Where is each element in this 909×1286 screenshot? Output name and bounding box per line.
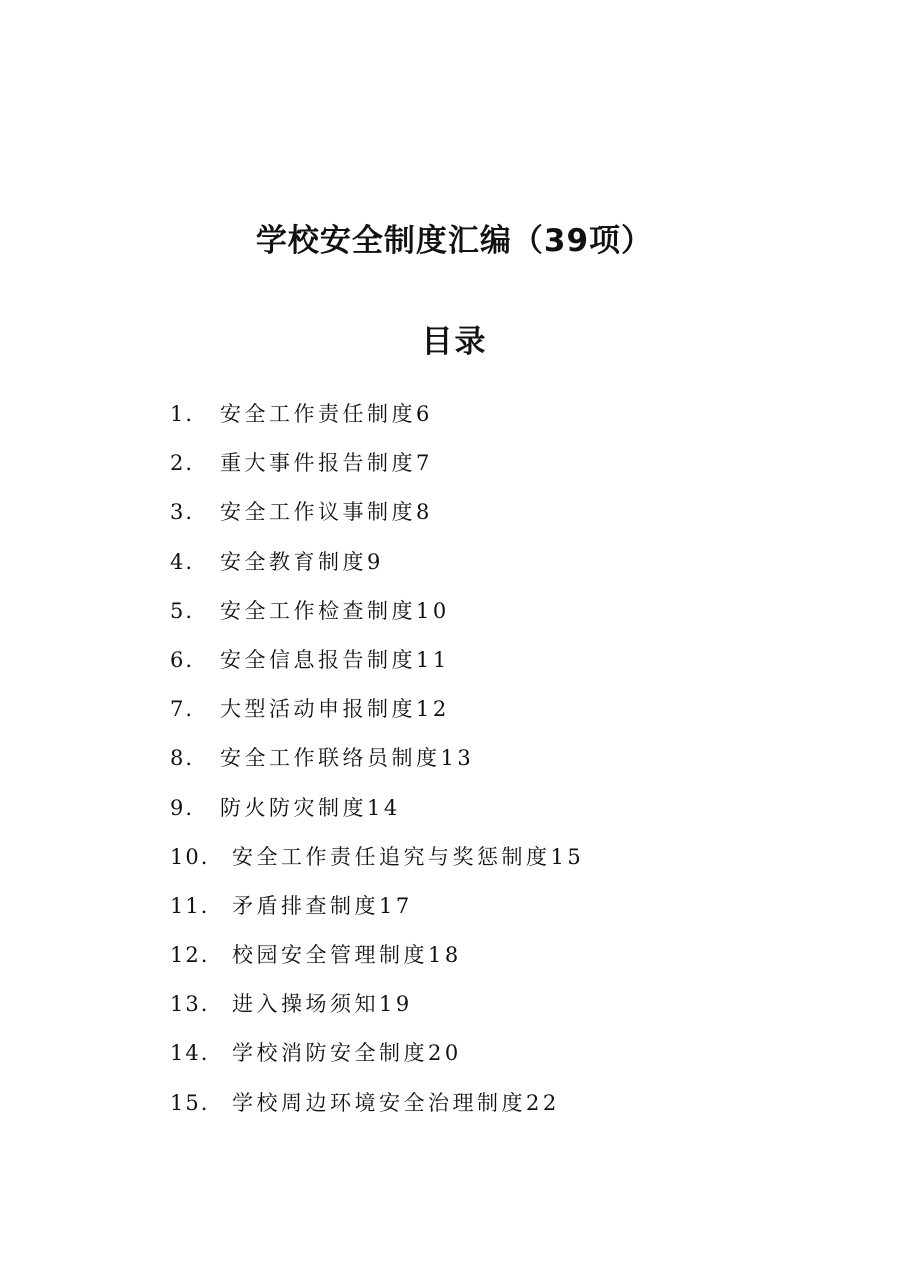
toc-entry-title: 安全工作检查制度10 xyxy=(220,598,450,623)
toc-entry-number: 11. xyxy=(170,893,210,918)
toc-entry-number: 7. xyxy=(170,697,195,722)
toc-entry-number: 6. xyxy=(170,647,195,672)
toc-entry-7 xyxy=(170,687,810,736)
toc-entry-title: 重大事件报告制度7 xyxy=(220,451,433,476)
toc-entry-number: 3. xyxy=(170,500,195,525)
toc-entry-number: 12. xyxy=(170,943,210,968)
toc-entry-title: 矛盾排查制度17 xyxy=(232,893,413,918)
toc-entry-title: 安全工作责任制度6 xyxy=(220,402,433,426)
toc-entry-number: 10. xyxy=(170,844,210,869)
toc-entry-title: 进入操场须知19 xyxy=(232,992,413,1017)
toc-entry-8 xyxy=(170,736,810,785)
toc-entry-title: 安全工作责任追究与奖惩制度15 xyxy=(232,844,585,869)
toc-entry-6 xyxy=(170,638,810,687)
toc-entry-15 xyxy=(170,1081,810,1130)
toc-entry-11 xyxy=(170,884,810,933)
toc-entry-title: 安全工作联络员制度13 xyxy=(220,746,475,771)
toc-entry-number: 8. xyxy=(170,746,195,771)
toc-heading: 目录 xyxy=(421,323,488,360)
toc-entry-number: 2. xyxy=(170,451,195,476)
toc-entry-9 xyxy=(170,786,810,835)
toc-entry-12 xyxy=(170,933,810,982)
toc-entry-title: 学校周边环境安全治理制度22 xyxy=(232,1090,560,1115)
toc-entry-4 xyxy=(170,540,810,589)
toc-entry-title: 大型活动申报制度12 xyxy=(220,697,450,722)
toc-entry-10 xyxy=(170,835,810,884)
toc-entry-number: 1. xyxy=(170,402,195,426)
table-of-contents xyxy=(170,392,810,1130)
toc-entry-1 xyxy=(170,392,810,441)
toc-entry-14 xyxy=(170,1031,810,1080)
toc-entry-2 xyxy=(170,441,810,490)
toc-entry-number: 4. xyxy=(170,549,195,574)
toc-entry-title: 安全教育制度9 xyxy=(220,549,384,574)
toc-entry-title: 安全工作议事制度8 xyxy=(220,500,433,525)
toc-entry-5 xyxy=(170,589,810,638)
toc-entry-title: 学校消防安全制度20 xyxy=(232,1041,462,1066)
document-title: 学校安全制度汇编（39项） xyxy=(255,222,654,259)
toc-entry-number: 13. xyxy=(170,992,210,1017)
toc-entry-number: 15. xyxy=(170,1090,210,1115)
toc-entry-number: 5. xyxy=(170,598,195,623)
toc-entry-title: 校园安全管理制度18 xyxy=(232,943,462,968)
toc-entry-number: 14. xyxy=(170,1041,210,1066)
toc-entry-number: 9. xyxy=(170,795,195,820)
toc-entry-3 xyxy=(170,490,810,539)
toc-entry-13 xyxy=(170,982,810,1031)
toc-entry-title: 防火防灾制度14 xyxy=(220,795,401,820)
toc-entry-title: 安全信息报告制度11 xyxy=(220,647,450,672)
